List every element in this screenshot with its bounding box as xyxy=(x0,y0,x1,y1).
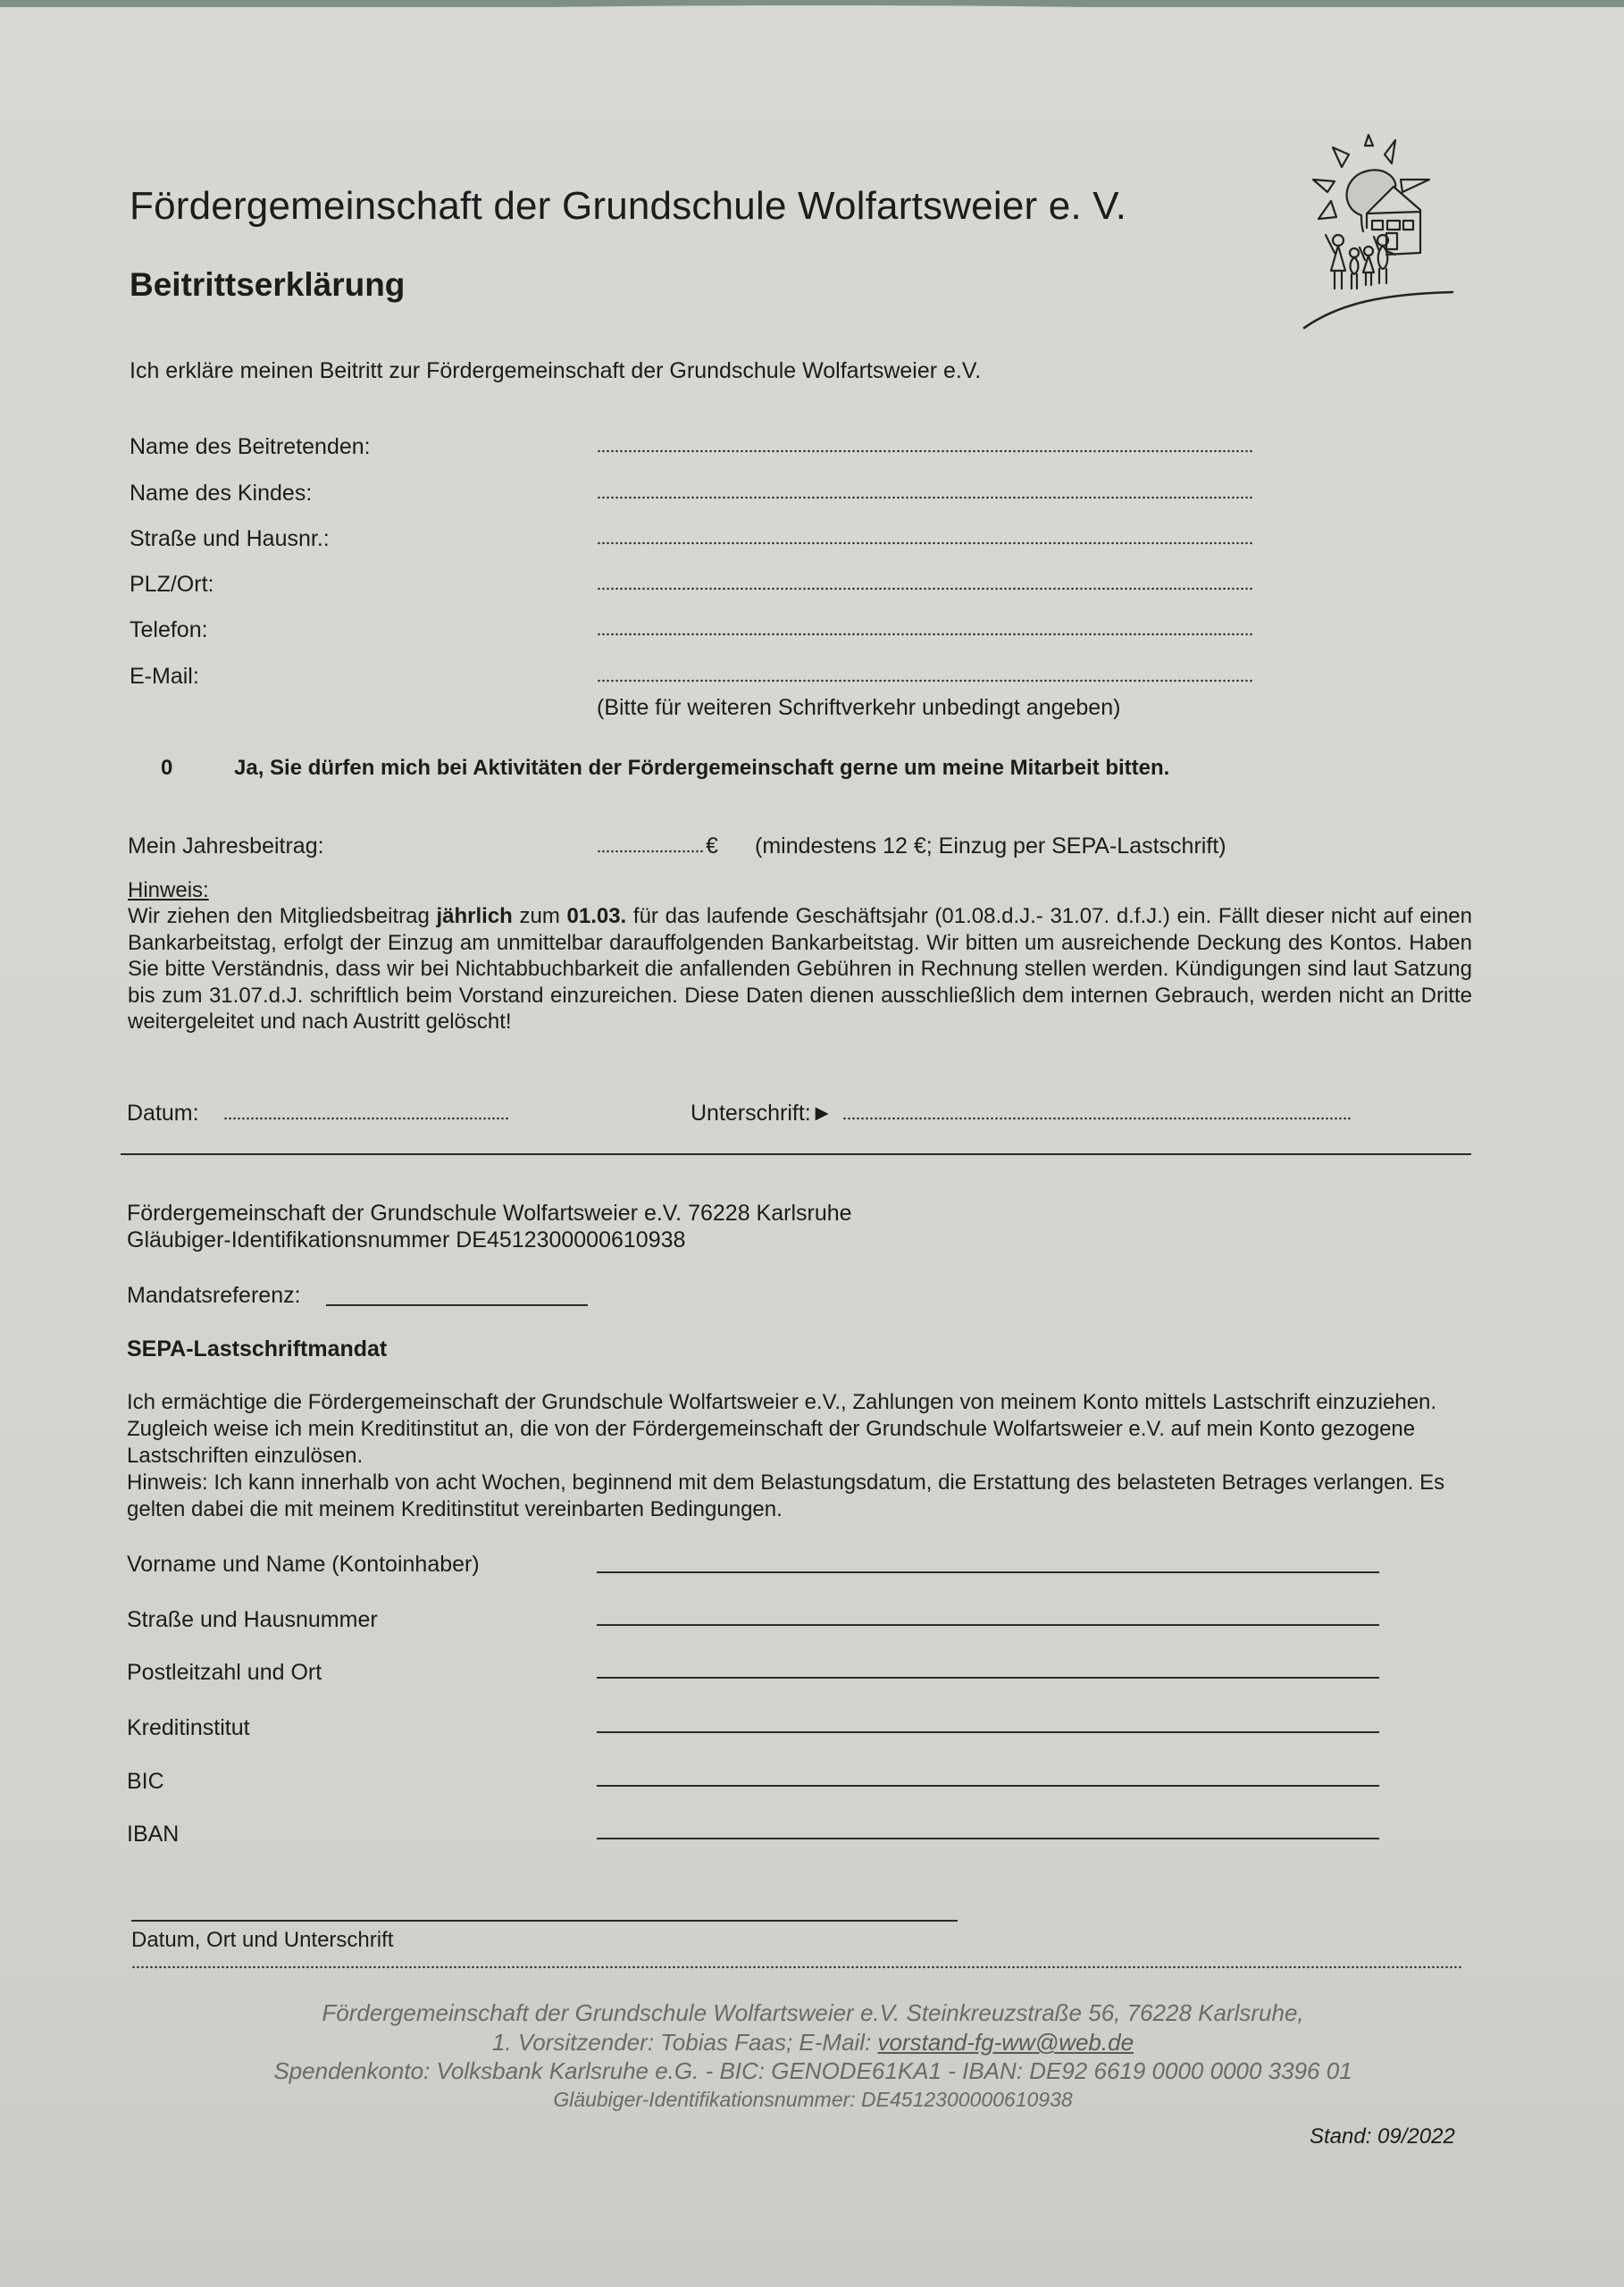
annual-fee-input[interactable] xyxy=(597,850,704,853)
account-holder-input[interactable] xyxy=(597,1571,1379,1573)
sepa-heading: SEPA-Lastschriftmandat xyxy=(127,1336,388,1361)
annual-fee-note: (mindestens 12 €; Einzug per SEPA-Lastschrift) xyxy=(755,834,1226,859)
child-name-input[interactable] xyxy=(597,496,1253,499)
field-label-bic: BIC xyxy=(127,1769,164,1794)
version-date: Stand: 09/2022 xyxy=(1310,2124,1455,2149)
mandate-reference-input[interactable] xyxy=(326,1304,588,1306)
section-divider xyxy=(121,1153,1471,1155)
bic-input[interactable] xyxy=(597,1785,1379,1787)
bank-zip-city-input[interactable] xyxy=(597,1677,1379,1679)
footer-divider xyxy=(131,1965,1462,1969)
footer-chairman-text: 1. Vorsitzender: Tobias Faas; E-Mail: xyxy=(491,2029,878,2056)
email-input[interactable] xyxy=(597,679,1253,683)
creditor-id: Gläubiger-Identifikationsnummer DE4512300000610938 xyxy=(127,1227,686,1252)
field-label-zip-city: PLZ/Ort: xyxy=(130,572,214,597)
notice-text xyxy=(128,903,1472,1035)
notice-heading: Hinweis: xyxy=(128,878,209,902)
notice-text-part: Wir ziehen den Mitgliedsbeitrag xyxy=(128,904,437,928)
school-logo-icon xyxy=(1286,128,1501,342)
field-label-street: Straße und Hausnr.: xyxy=(130,526,330,551)
field-label-bank-street: Straße und Hausnummer xyxy=(127,1607,378,1632)
field-label-iban: IBAN xyxy=(127,1822,180,1847)
annual-fee-label: Mein Jahresbeitrag: xyxy=(128,834,324,859)
bank-street-input[interactable] xyxy=(597,1624,1379,1626)
field-label-child-name: Name des Kindes: xyxy=(130,481,313,506)
notice-bold-yearly: jährlich xyxy=(436,904,513,928)
field-label-member-name: Name des Beitretenden: xyxy=(130,434,371,459)
final-signature-input[interactable] xyxy=(131,1920,958,1922)
intro-text: Ich erkläre meinen Beitritt zur Fördergemeinschaft der Grundschule Wolfartsweier e.V. xyxy=(130,358,982,383)
currency-symbol: € xyxy=(706,834,718,859)
field-label-phone: Telefon: xyxy=(130,617,208,642)
sepa-mandate-text xyxy=(127,1389,1485,1523)
field-label-bank-zip-city: Postleitzahl und Ort xyxy=(127,1660,322,1685)
footer-creditor-id: Gläubiger-Identifikationsnummer: DE4512300000610938 xyxy=(553,2088,1073,2111)
notice-text-part: zum xyxy=(512,904,567,928)
member-name-input[interactable] xyxy=(597,449,1253,453)
organization-title: Fördergemeinschaft der Grundschule Wolfartsweier e. V. xyxy=(130,184,1127,228)
sepa-hint-text: Hinweis: Ich kann innerhalb von acht Wochen, beginnend mit dem Belastungsdatum, die Erstattung des belasteten Betrages verlangen. Es gelten dabei die mit meinem Kreditinstitut vereinbarten Bedingungen. xyxy=(127,1470,1445,1521)
sepa-authorization-text: Ich ermächtige die Fördergemeinschaft der Grundschule Wolfartsweier e.V., Zahlungen von meinem Konto mittels Lastschrift einzuziehen. Zugleich weise ich mein Kreditinstitut an, die von der Fördergemeinschaft der Grundschule Wolfartsweier e.V. auf mein Konto gezogene Lastschriften einzulösen. xyxy=(127,1390,1437,1468)
footer-chairman xyxy=(143,2029,1483,2057)
field-label-account-holder: Vorname und Name (Kontoinhaber) xyxy=(127,1552,480,1577)
field-label-credit-institution: Kreditinstitut xyxy=(127,1715,250,1740)
signature-input[interactable] xyxy=(842,1117,1352,1120)
zip-city-input[interactable] xyxy=(597,587,1253,591)
date-input[interactable] xyxy=(223,1117,509,1120)
email-note: (Bitte für weiteren Schriftverkehr unbedingt angeben) xyxy=(597,695,1121,720)
iban-input[interactable] xyxy=(597,1838,1379,1839)
volunteer-checkbox[interactable]: 0 xyxy=(161,756,173,780)
volunteer-option-label: Ja, Sie dürfen mich bei Aktivitäten der Fördergemeinschaft gerne um meine Mitarbeit bitten. xyxy=(234,756,1170,780)
form-page xyxy=(0,7,1624,2287)
notice-text-part: für das laufende Geschäftsjahr (01.08.d.J.- 31.07. d.f.J.) ein. Fällt dieser nicht auf einen Bankarbeitstag, erfolgt der Einzug am unmittelbar darauffolgenden Bankarbeitstag. Wir bitten um ausreichende Deckung des Kontos. Haben Sie bitte Verständnis, dass wir bei Nichtabbuchbarkeit die anfallenden Gebühren in Rechnung stellen werden. Kündigungen sind laut Satzung bis zum 31.07.d.J. schriftlich beim Vorstand einzureichen. Diese Daten dienen ausschließlich dem internen Gebrauch, werden nicht an Dritte weitergeleitet und nach Austritt gelöscht! xyxy=(128,904,1472,1034)
credit-institution-input[interactable] xyxy=(597,1731,1379,1733)
footer-email-link[interactable]: vorstand-fg-ww@web.de xyxy=(877,2029,1134,2056)
street-input[interactable] xyxy=(597,541,1253,545)
document-title: Beitrittserklärung xyxy=(130,266,406,303)
field-label-email: E-Mail: xyxy=(130,664,199,689)
footer-address: Fördergemeinschaft der Grundschule Wolfartsweier e.V. Steinkreuzstraße 56, 76228 Karlsruhe, xyxy=(322,1999,1304,2026)
signature-label: Unterschrift:► xyxy=(691,1101,833,1126)
notice-bold-date: 01.03. xyxy=(566,904,627,928)
date-label: Datum: xyxy=(127,1101,199,1126)
footer-bank-account: Spendenkonto: Volksbank Karlsruhe e.G. - BIC: GENODE61KA1 - IBAN: DE92 6619 0000 0000 3396 01 xyxy=(273,2057,1352,2084)
mandate-reference-label: Mandatsreferenz: xyxy=(127,1283,301,1308)
final-signature-label: Datum, Ort und Unterschrift xyxy=(131,1928,394,1952)
phone-input[interactable] xyxy=(597,632,1253,636)
sepa-organization: Fördergemeinschaft der Grundschule Wolfartsweier e.V. 76228 Karlsruhe xyxy=(127,1201,852,1226)
